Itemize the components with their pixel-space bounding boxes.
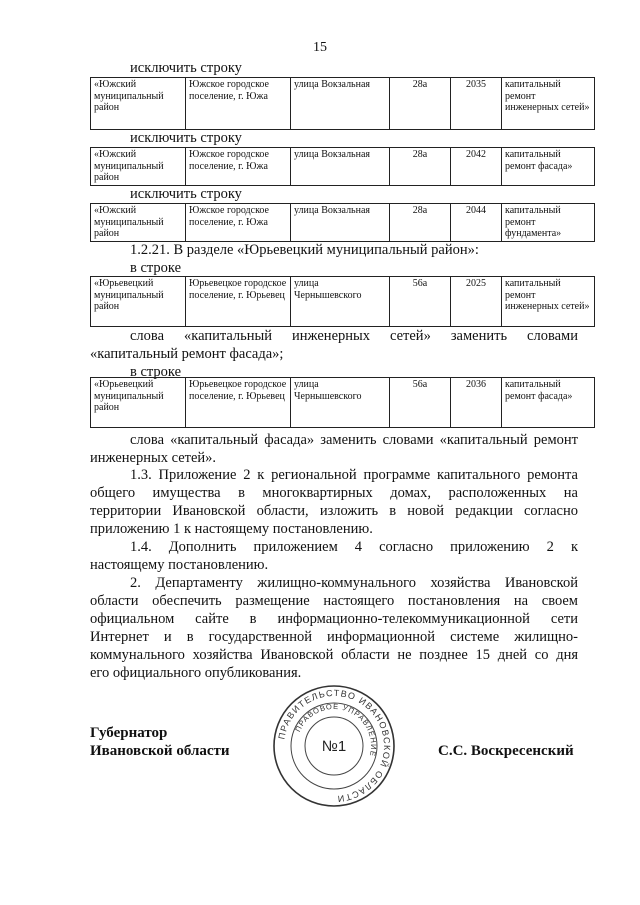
- paragraph-2-line-6: его официального опубликования.: [90, 665, 302, 681]
- street-cell: улица Чернышевского: [291, 277, 390, 327]
- instruction-exclude-row-3: исключить строку: [130, 186, 242, 202]
- replacement-text-1-line-2: «капитальный ремонт фасада»;: [90, 346, 284, 362]
- section-heading: 1.2.21. В разделе «Юрьевецкий муниципальный район»:: [130, 242, 479, 258]
- work-type-cell: капитальный ремонт фундамента»: [502, 204, 595, 242]
- work-type-cell: капитальный ремонт фасада»: [502, 148, 595, 186]
- table-row: [91, 378, 595, 428]
- instruction-in-row-2: в строке: [130, 364, 182, 380]
- row-table-5: [90, 377, 595, 428]
- house-cell: 56а: [390, 378, 451, 428]
- street-cell: улица Вокзальная: [291, 78, 390, 130]
- settlement-cell: Юрьевецкое городское поселение, г. Юрьевец: [186, 277, 291, 327]
- instruction-in-row-1: в строке: [130, 260, 182, 276]
- year-cell: 2042: [451, 148, 502, 186]
- replacement-text-1-line-1: слова «капитальный инженерных сетей» заменить словами: [130, 328, 578, 344]
- signature-title-line-1: Губернатор: [90, 725, 168, 741]
- row-table-4: [90, 276, 595, 327]
- page-number: 15: [313, 40, 327, 55]
- house-cell: 28а: [390, 78, 451, 130]
- seal-number: №1: [321, 738, 347, 755]
- official-seal: [272, 684, 396, 808]
- paragraph-2-line-5: коммунального хозяйства Ивановской области не позднее 15 дней со дня: [90, 647, 578, 663]
- street-cell: улица Чернышевского: [291, 378, 390, 428]
- district-cell: «Южский муниципальный район: [91, 204, 186, 242]
- settlement-cell: Южское городское поселение, г. Южа: [186, 78, 291, 130]
- street-cell: улица Вокзальная: [291, 204, 390, 242]
- seal-inner-text: ПРАВОВОЕ УПРАВЛЕНИЕ: [293, 701, 379, 758]
- year-cell: 2035: [451, 78, 502, 130]
- settlement-cell: Южское городское поселение, г. Южа: [186, 148, 291, 186]
- paragraph-2-line-2: области обеспечить размещение настоящего постановления на своем: [90, 593, 578, 609]
- house-cell: 56а: [390, 277, 451, 327]
- district-cell: «Юрьевецкий муниципальный район: [91, 378, 186, 428]
- work-type-cell: капитальный ремонт фасада»: [502, 378, 595, 428]
- signature-title-line-2: Ивановской области: [90, 743, 230, 759]
- instruction-exclude-row-1: исключить строку: [130, 60, 242, 76]
- signatory-name: С.С. Воскресенский: [438, 743, 574, 759]
- row-table-2: [90, 147, 595, 186]
- year-cell: 2044: [451, 204, 502, 242]
- district-cell: «Южский муниципальный район: [91, 78, 186, 130]
- row-table-1: [90, 77, 595, 130]
- paragraph-1-4-line-2: настоящему постановлению.: [90, 557, 269, 573]
- paragraph-2-line-3: официальном сайте в информационно-телекоммуникационной сети: [90, 611, 578, 627]
- paragraph-2-line-4: Интернет и в государственной информационной системе жилищно-: [90, 629, 578, 645]
- street-cell: улица Вокзальная: [291, 148, 390, 186]
- replacement-text-2-line-1: слова «капитальный фасада» заменить словами «капитальный ремонт: [130, 432, 578, 448]
- work-type-cell: капитальный ремонт инженерных сетей»: [502, 78, 595, 130]
- house-cell: 28а: [390, 148, 451, 186]
- seal-outer-text: ПРАВИТЕЛЬСТВО ИВАНОВСКОЙ ОБЛАСТИ: [276, 687, 393, 805]
- house-cell: 28а: [390, 204, 451, 242]
- paragraph-1-3-line-3: территории Ивановской области, изложить в новой редакции согласно: [90, 503, 578, 519]
- replacement-text-2-line-2: инженерных сетей».: [90, 450, 217, 466]
- settlement-cell: Юрьевецкое городское поселение, г. Юрьевец: [186, 378, 291, 428]
- instruction-exclude-row-2: исключить строку: [130, 130, 242, 146]
- year-cell: 2036: [451, 378, 502, 428]
- district-cell: «Южский муниципальный район: [91, 148, 186, 186]
- table-row: [91, 148, 595, 186]
- table-row: [91, 277, 595, 327]
- paragraph-1-3-line-1: 1.3. Приложение 2 к региональной программе капитального ремонта: [130, 467, 578, 483]
- year-cell: 2025: [451, 277, 502, 327]
- paragraph-1-3-line-4: приложению 1 к настоящему постановлению.: [90, 521, 373, 537]
- row-table-3: [90, 203, 595, 242]
- paragraph-1-3-line-2: общего имущества в многоквартирных домах, расположенных на: [90, 485, 578, 501]
- district-cell: «Юрьевецкий муниципальный район: [91, 277, 186, 327]
- paragraph-1-4-line-1: 1.4. Дополнить приложением 4 согласно приложению 2 к: [130, 539, 578, 555]
- work-type-cell: капитальный ремонт инженерных сетей»: [502, 277, 595, 327]
- table-row: [91, 78, 595, 130]
- paragraph-2-line-1: 2. Департаменту жилищно-коммунального хозяйства Ивановской: [130, 575, 578, 591]
- settlement-cell: Южское городское поселение, г. Южа: [186, 204, 291, 242]
- table-row: [91, 204, 595, 242]
